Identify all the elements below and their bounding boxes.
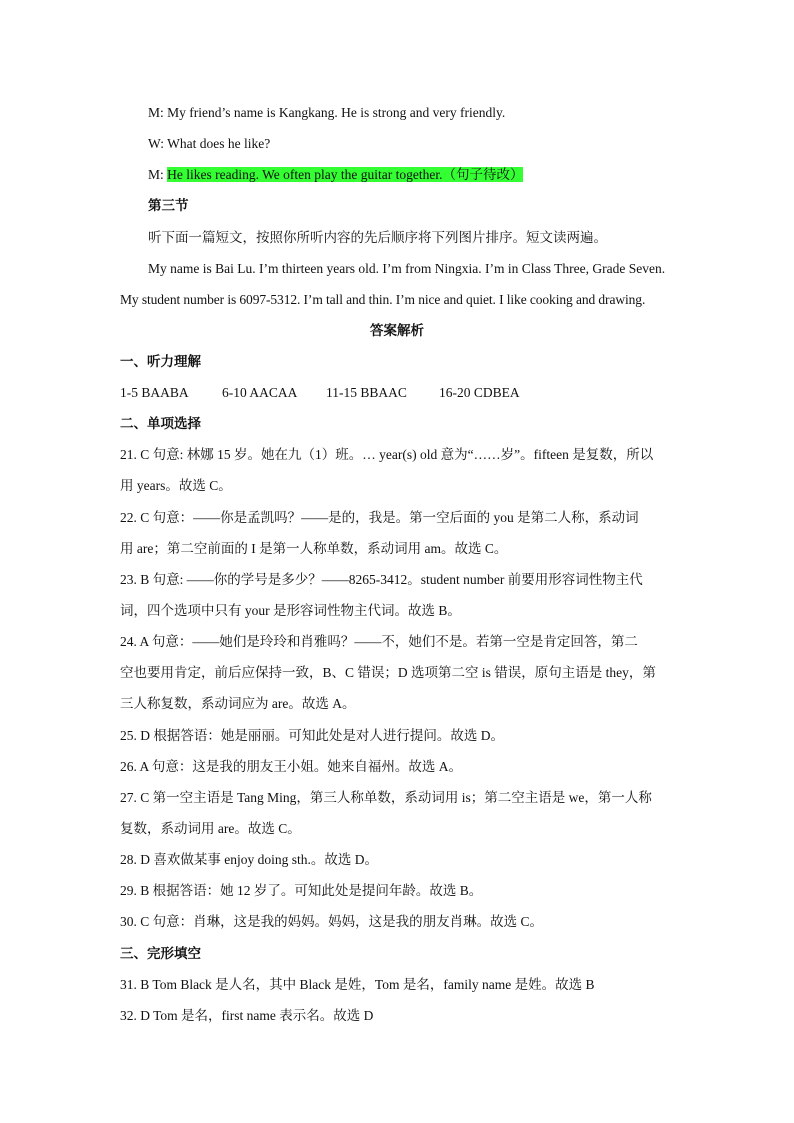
dialogue-line-m1 xyxy=(148,104,505,122)
part2-title: 二、单项选择 xyxy=(120,416,201,431)
part1-title: 一、听力理解 xyxy=(120,354,201,369)
explanation-line: 空也要用肯定，前后应保持一致，B、C 错误；D 选项第二空 is 错误，原句主语是 they，第 xyxy=(120,665,656,680)
explanation-line: 22. C 句意：——你是孟凯吗？——是的，我是。第一空后面的 you 是第二人称，系动词 xyxy=(120,510,639,525)
part3-title: 三、完形填空 xyxy=(120,946,201,961)
passage-line: My name is Bai Lu. I’m thirteen years old. I’m from Ningxia. I’m in Class Three, Grade Seven. xyxy=(148,261,666,276)
section3-title: 第三节 xyxy=(148,198,189,213)
dialogue-text: My friend’s name is Kangkang. He is strong and very friendly. xyxy=(167,105,506,120)
speaker-label: M: xyxy=(148,105,164,120)
speaker-label: M: xyxy=(148,167,164,182)
answer-group: 16-20 CDBEA xyxy=(439,385,520,400)
explanation-line: 30. C 句意：肖琳，这是我的妈妈。妈妈，这是我的朋友肖琳。故选 C。 xyxy=(120,914,544,929)
dialogue-text: What does he like? xyxy=(167,136,271,151)
dialogue-line-w1 xyxy=(148,135,270,153)
explanation-line: 21. C 句意: 林娜 15 岁。她在九（1）班。… year(s) old 意为“……岁”。fifteen 是复数，所以 xyxy=(120,447,654,462)
answer-group: 6-10 AACAA xyxy=(222,385,298,400)
explanation-line: 25. D 根据答语：她是丽丽。可知此处是对人进行提问。故选 D。 xyxy=(120,728,504,743)
dialogue-line-m2 xyxy=(148,166,523,184)
highlighted-text: He likes reading. We often play the guitar together.（句子待改） xyxy=(167,167,524,182)
section3-instruction: 听下面一篇短文，按照你所听内容的先后顺序将下列图片排序。短文读两遍。 xyxy=(148,230,607,245)
explanation-line: 28. D 喜欢做某事 enjoy doing sth.。故选 D。 xyxy=(120,852,378,867)
answer-group: 11-15 BBAAC xyxy=(326,385,407,400)
explanation-line: 23. B 句意: ——你的学号是多少？——8265-3412。student number 前要用形容词性物主代 xyxy=(120,572,643,587)
explanation-line: 用 years。故选 C。 xyxy=(120,478,232,493)
explanation-line: 29. B 根据答语：她 12 岁了。可知此处是提问年龄。故选 B。 xyxy=(120,883,483,898)
answers-title: 答案解析 xyxy=(370,323,424,338)
passage-line: My student number is 6097-5312. I’m tall and thin. I’m nice and quiet. I like cooking and drawing. xyxy=(120,292,646,307)
explanation-line: 用 are；第二空前面的 I 是第一人称单数，系动词用 am。故选 C。 xyxy=(120,541,508,556)
explanation-line: 复数，系动词用 are。故选 C。 xyxy=(120,821,301,836)
explanation-line: 27. C 第一空主语是 Tang Ming，第三人称单数，系动词用 is；第二空主语是 we，第一人称 xyxy=(120,790,652,805)
explanation-line: 24. A 句意：——她们是玲玲和肖雅吗？——不，她们不是。若第一空是肯定回答，第二 xyxy=(120,634,638,649)
speaker-label: W: xyxy=(148,136,164,151)
explanation-line: 三人称复数，系动词应为 are。故选 A。 xyxy=(120,696,356,711)
explanation-line: 31. B Tom Black 是人名，其中 Black 是姓，Tom 是名，family name 是姓。故选 B xyxy=(120,977,595,992)
explanation-line: 32. D Tom 是名，first name 表示名。故选 D xyxy=(120,1008,374,1023)
answer-group: 1-5 BAABA xyxy=(120,385,189,400)
explanation-line: 26. A 句意：这是我的朋友王小姐。她来自福州。故选 A。 xyxy=(120,759,463,774)
explanation-line: 词，四个选项中只有 your 是形容词性物主代词。故选 B。 xyxy=(120,603,461,618)
